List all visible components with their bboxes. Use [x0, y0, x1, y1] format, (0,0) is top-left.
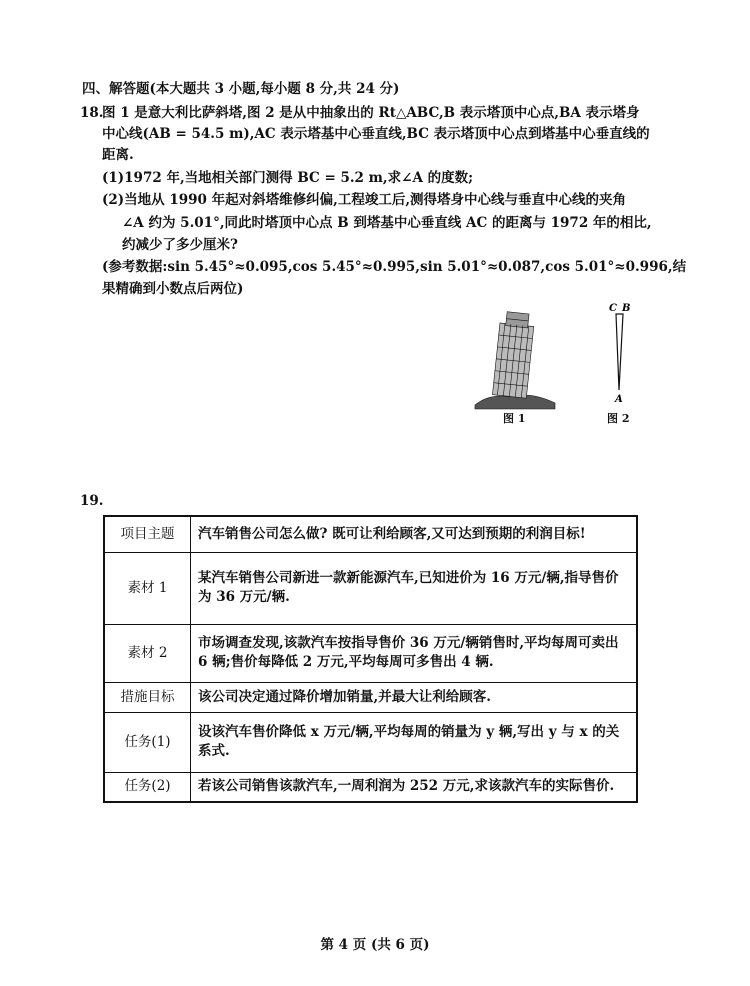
q18-line-1: 图 1 是意大利比萨斜塔,图 2 是从中抽象出的 Rt△ABC,B 表示塔顶中心点,BA 表示塔身 — [102, 105, 640, 121]
point-c-label: C — [609, 303, 617, 314]
section-title: 四、解答题(本大题共 3 小题,每小题 8 分,共 24 分) — [82, 81, 400, 97]
row-key: 任务(2) — [104, 772, 191, 802]
table-row — [104, 712, 637, 772]
q18-line-3: 距离. — [102, 147, 134, 163]
table-row — [104, 516, 637, 552]
q18-part-2-line-3: 约减少了多少厘米? — [122, 237, 238, 253]
figure-1-label: 图 1 — [503, 412, 526, 425]
page-footer: 第 4 页 (共 6 页) — [320, 937, 430, 953]
q18-part-2-line-2: ∠A 约为 5.01°,同此时塔顶中心点 B 到塔基中心垂直线 AC 的距离与 1972 年的相比, — [122, 215, 652, 231]
table-row — [104, 682, 637, 712]
row-value: 某汽车销售公司新进一款新能源汽车,已知进价为 16 万元/辆,指导售价为 36 万元/辆. — [191, 552, 638, 624]
row-key: 素材 2 — [104, 624, 191, 682]
row-key: 素材 1 — [104, 552, 191, 624]
point-b-label: B — [622, 303, 631, 314]
q19-number: 19. — [80, 493, 104, 509]
leaning-tower-figure — [470, 305, 560, 410]
row-value: 若该公司销售该款汽车,一周利润为 252 万元,求该款汽车的实际售价. — [191, 772, 638, 802]
row-value: 该公司决定通过降价增加销量,并最大让利给顾客. — [191, 682, 638, 712]
row-key: 任务(1) — [104, 712, 191, 772]
triangle-abc-figure — [606, 300, 636, 405]
row-value: 汽车销售公司怎么做? 既可让利给顾客,又可达到预期的利润目标! — [191, 516, 638, 552]
point-a-label: A — [615, 394, 623, 405]
row-value: 市场调查发现,该款汽车按指导售价 36 万元/辆销售时,平均每周可卖出 6 辆;售价每降低 2 万元,平均每周可多售出 4 辆. — [191, 624, 638, 682]
q18-reference-line-2: 果精确到小数点后两位) — [102, 281, 244, 297]
q18-reference-line-1: (参考数据:sin 5.45°≈0.095,cos 5.45°≈0.995,sin 5.01°≈0.087,cos 5.01°≈0.996,结 — [102, 259, 687, 275]
q18-part-2-line-1: (2)当地从 1990 年起对斜塔维修纠偏,工程竣工后,测得塔身中心线与垂直中心线的夹角 — [102, 192, 627, 208]
figure-2-label: 图 2 — [607, 412, 630, 425]
table-row — [104, 624, 637, 682]
q18-part-1: (1)1972 年,当地相关部门测得 BC = 5.2 m,求∠A 的度数; — [102, 170, 474, 186]
q18-line-2: 中心线(AB = 54.5 m),AC 表示塔基中心垂直线,BC 表示塔顶中心点到塔基中心垂直线的 — [102, 126, 650, 142]
table-row — [104, 772, 637, 802]
table-row — [104, 552, 637, 624]
row-value: 设该汽车售价降低 x 万元/辆,平均每周的销量为 y 辆,写出 y 与 x 的关系式. — [191, 712, 638, 772]
row-key: 措施目标 — [104, 682, 191, 712]
q19-table — [103, 515, 638, 803]
row-key: 项目主题 — [104, 516, 191, 552]
q18-number: 18. — [80, 105, 104, 121]
